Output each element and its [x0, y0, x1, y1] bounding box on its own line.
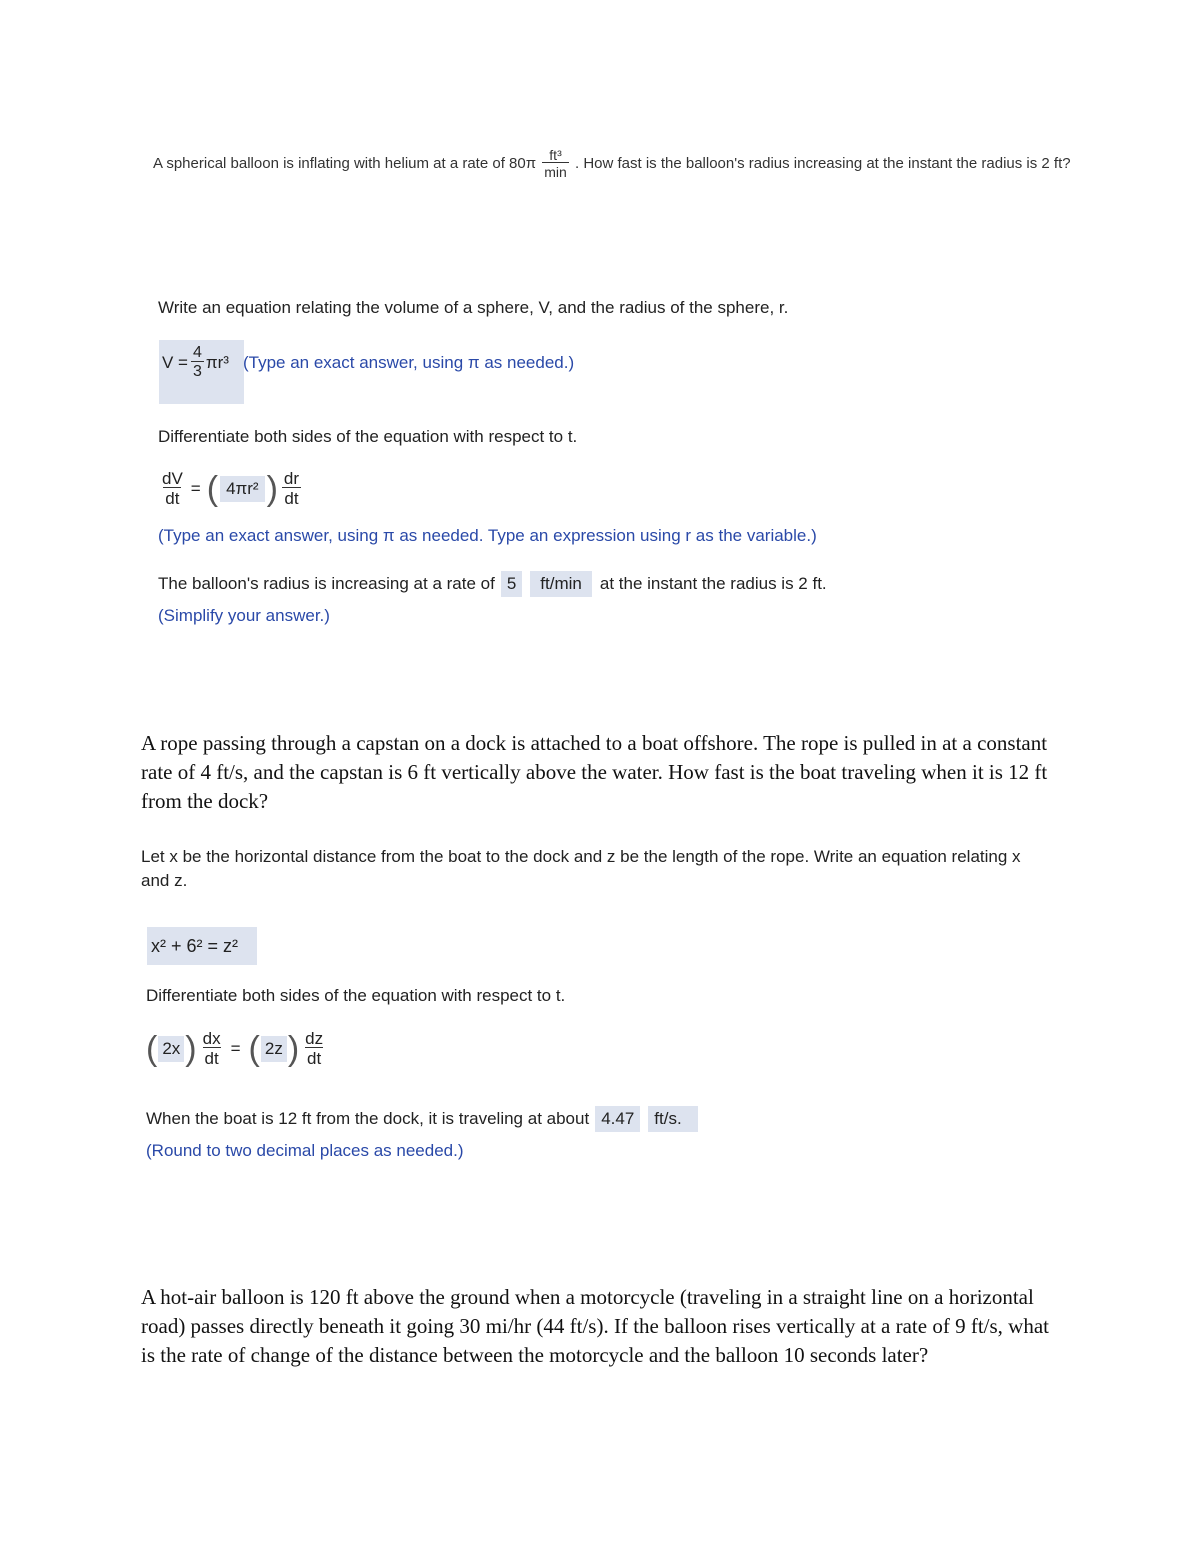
rate-answer-box[interactable]: 5	[501, 571, 522, 597]
problem2-step1-answer[interactable]: x² + 6² = z²	[147, 927, 257, 965]
dv-numerator: dV	[162, 469, 183, 488]
dx-coefficient-box[interactable]: 2x	[158, 1036, 184, 1062]
volume-rest: πr³	[205, 352, 229, 372]
problem1-step1-prompt: Write an equation relating the volume of a sphere, V, and the radius of the sphere, r.	[158, 298, 789, 317]
problem1-step3-hint: (Simplify your answer.)	[158, 606, 330, 625]
dr-numerator: dr	[283, 469, 300, 488]
problem2-step1-prompt: Let x be the horizontal distance from the boat to the dock and z be the length of the rope. Write an equation relating x and z.	[141, 847, 1021, 890]
problem1-question	[153, 148, 1071, 179]
problem2-step3	[146, 1106, 698, 1132]
volume-hint: (Type an exact answer, using π as needed.)	[242, 352, 575, 372]
right-paren: )	[287, 1029, 300, 1068]
problem2-step3-hint: (Round to two decimal places as needed.)	[146, 1141, 464, 1160]
problem1-step2-prompt: Differentiate both sides of the equation with respect to t.	[158, 427, 578, 446]
problem2-step2-prompt: Differentiate both sides of the equation with respect to t.	[146, 986, 566, 1005]
dv-dt-fraction	[160, 470, 185, 507]
step3-before: When the boat is 12 ft from the dock, it is traveling at about	[146, 1109, 590, 1128]
problem2-derivative	[146, 1030, 325, 1067]
left-paren: (	[146, 1029, 158, 1068]
derivative-answer-box[interactable]: 4πr²	[220, 476, 265, 502]
problem1-question-after: . How fast is the balloon's radius increasing at the instant the radius is 2 ft?	[574, 155, 1071, 172]
dx-dt-fraction	[201, 1030, 223, 1067]
volume-coefficient	[191, 345, 204, 380]
dr-dt-fraction	[282, 470, 301, 507]
dt-denominator: dt	[284, 489, 299, 508]
left-paren: (	[248, 1029, 260, 1068]
dz-dt-fraction	[303, 1030, 325, 1067]
problem1-question-before: A spherical balloon is inflating with helium at a rate of 80π	[153, 155, 537, 172]
problem3-question: A hot-air balloon is 120 ft above the ground when a motorcycle (traveling in a straight line on a horizontal road) passes directly beneath it going 30 mi/hr (44 ft/s). If the balloon rises vertically at a rate of 9 ft/s, what is the rate of change of the distance between the motorcycle and the balloon 10 seconds later?	[141, 1285, 1049, 1367]
dt-denominator: dt	[307, 1049, 322, 1068]
right-paren: )	[266, 469, 278, 508]
step3-after: at the instant the radius is 2 ft.	[599, 574, 827, 593]
speed-answer-box[interactable]: 4.47	[595, 1106, 640, 1132]
rate-unit-numerator: ft³	[549, 147, 562, 163]
dz-coefficient-box[interactable]: 2z	[261, 1036, 287, 1062]
problem1-step2-hint: (Type an exact answer, using π as needed. Type an expression using r as the variable.)	[158, 526, 817, 545]
right-paren: )	[185, 1029, 197, 1068]
volume-coef-denominator: 3	[193, 363, 202, 380]
volume-coef-numerator: 4	[193, 344, 202, 361]
rate-unit-fraction	[542, 148, 569, 179]
dt-denominator: dt	[165, 489, 180, 508]
step3-before: The balloon's radius is increasing at a rate of	[158, 574, 495, 593]
left-paren: (	[206, 469, 219, 508]
equals-sign: =	[230, 1038, 241, 1058]
volume-equation	[162, 345, 574, 380]
problem1-step3	[158, 571, 827, 597]
dz-numerator: dz	[305, 1029, 324, 1048]
volume-lhs: V =	[162, 352, 188, 372]
dx-numerator: dx	[202, 1029, 221, 1048]
dt-denominator: dt	[204, 1049, 219, 1068]
equals-sign: =	[190, 478, 201, 498]
problem2-question: A rope passing through a capstan on a dock is attached to a boat offshore. The rope is pulled in at a constant rate of 4 ft/s, and the capstan is 6 ft vertically above the water. How fast is the boat traveling when it is 12 ft from the dock?	[141, 731, 1048, 813]
rate-unit-denominator: min	[544, 164, 567, 180]
derivative-equation	[160, 470, 301, 507]
speed-unit-box[interactable]: ft/s.	[648, 1106, 697, 1132]
rate-unit-box[interactable]: ft/min	[530, 571, 592, 597]
